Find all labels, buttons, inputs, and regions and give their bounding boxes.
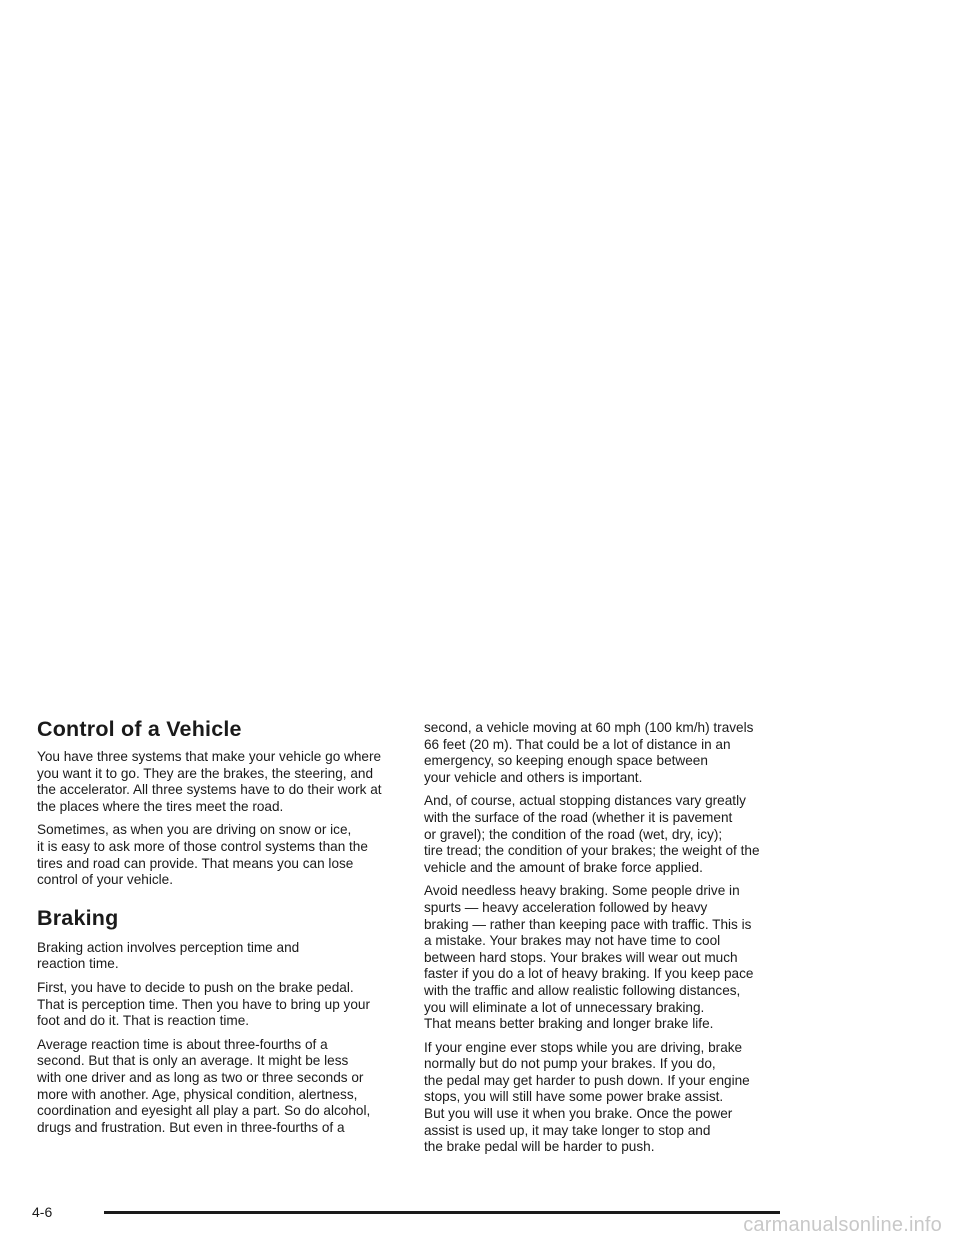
footer-rule	[104, 1211, 780, 1214]
page-number: 4-6	[32, 1204, 53, 1220]
paragraph: Avoid needless heavy braking. Some people drive in spurts — heavy acceleration followed by heavy braking — rather than keeping pace with traffic. This is a mistake. Your brakes may not have time to cool between hard stops. Your brakes will wear out much faster if you do a lot of heavy braking. If you keep pace with the traffic and allow realistic following distances, you will eliminate a lot of unnecessary braking. That means better braking and longer brake life.	[424, 883, 754, 1032]
paragraph: First, you have to decide to push on the brake pedal. That is perception time. Then you have to bring up your foot and do it. That is reaction time.	[37, 979, 370, 1029]
watermark: carmanualsonline.info	[743, 1214, 942, 1236]
paragraph: Braking action involves perception time and reaction time.	[37, 939, 300, 972]
section-title: Control of a Vehicle	[37, 717, 242, 741]
subsection-title: Braking	[37, 905, 119, 930]
right-column	[424, 720, 784, 1163]
paragraph: Average reaction time is about three-fourths of a second. But that is only an average. It might be less with one driver and as long as two or three seconds or more with another. Age, physical condition, alertness, coordination and eyesight all play a part. So do alcohol, drugs and frustration. But even in three-fourths of a	[37, 1036, 371, 1135]
paragraph: second, a vehicle moving at 60 mph (100 km/h) travels 66 feet (20 m). That could be a lot of distance in an emergency, so keeping enough space between your vehicle and others is important.	[424, 720, 754, 785]
paragraph: Sometimes, as when you are driving on snow or ice, it is easy to ask more of those control systems than the tires and road can provide. That means you can lose control of your vehicle.	[37, 822, 368, 888]
paragraph: You have three systems that make your vehicle go where you want it to go. They are the brakes, the steering, and the accelerator. All three systems have to do their work at the places where the tires meet the road.	[37, 749, 382, 814]
paragraph: And, of course, actual stopping distances vary greatly with the surface of the road (whether it is pavement or gravel); the condition of the road (wet, dry, icy); tire tread; the condition of your brakes; the weight of the vehicle and the amount of brake force applied.	[424, 793, 760, 875]
left-column	[37, 716, 397, 1143]
paragraph: If your engine ever stops while you are driving, brake normally but do not pump your brakes. If you do, the pedal may get harder to push down. If your engine stops, you will still have some power brake assist. But you will use it when you brake. Once the power assist is used up, it may take longer to stop and the brake pedal will be harder to push.	[424, 1039, 750, 1155]
